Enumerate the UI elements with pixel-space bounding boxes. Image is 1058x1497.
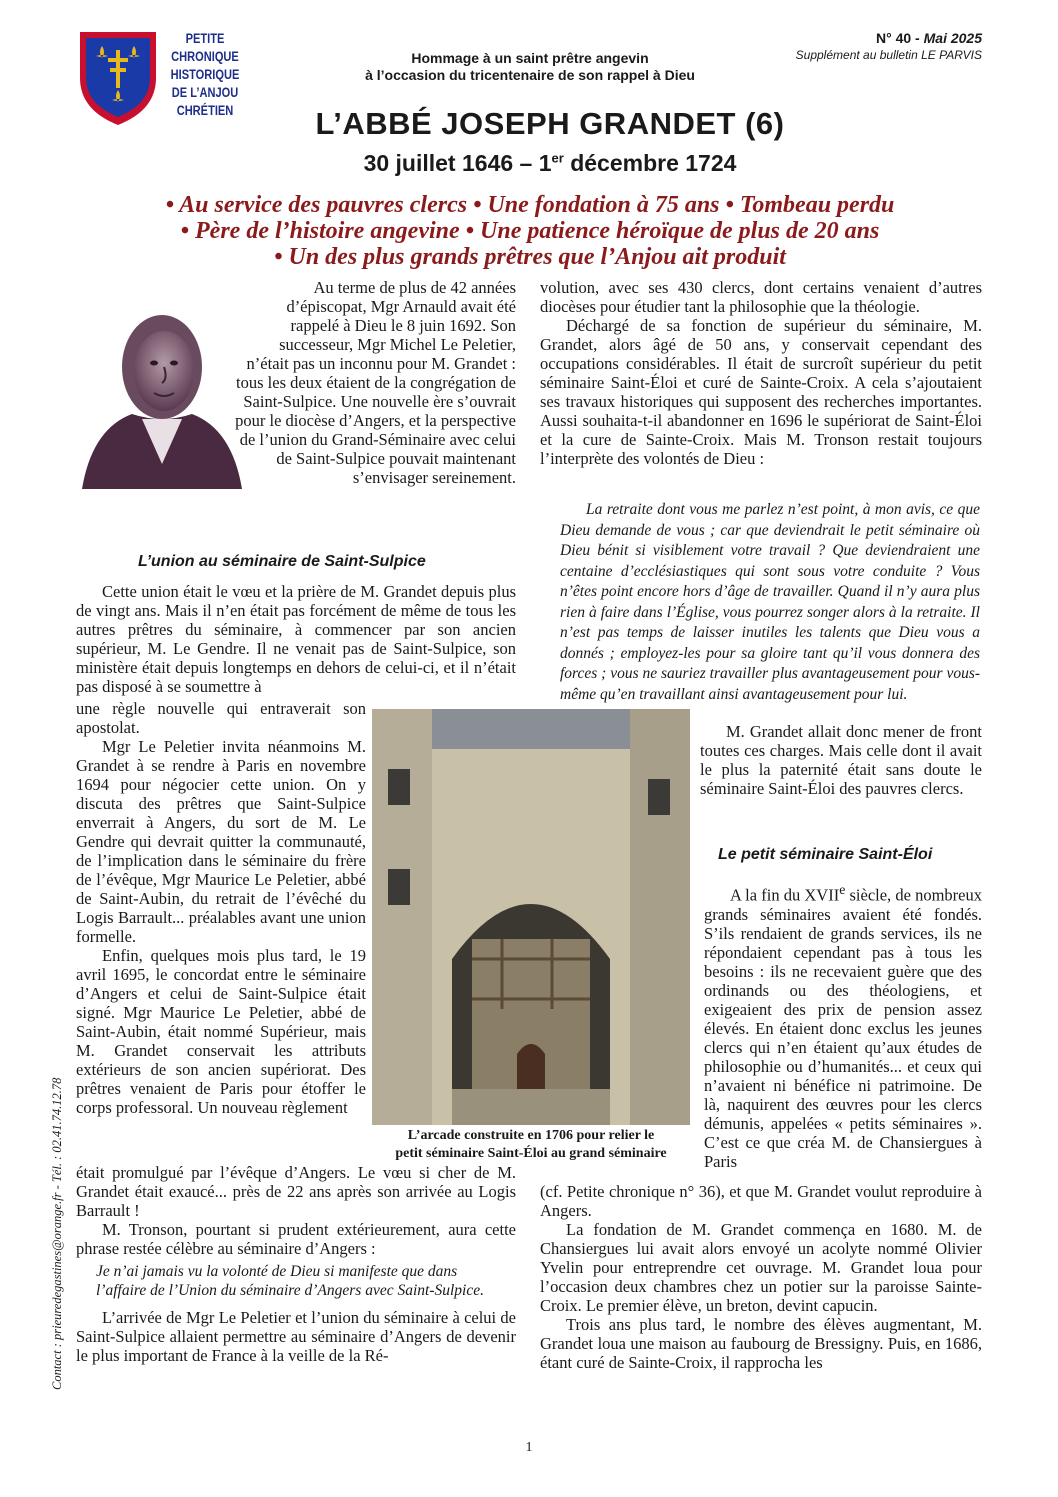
hommage-line: Hommage à un saint prêtre angevin	[411, 50, 649, 66]
photo-caption	[372, 1127, 690, 1163]
issue-number	[796, 30, 982, 46]
paragraph: Enfin, quelques mois plus tard, le 19 avril 1695, le concordat entre le séminaire d’Angers et celui de Saint-Sulpice était signé. Mgr Maurice Le Peletier, abbé de Saint-Aubin, était nommé Supérieur, mais M. Grandet conservait les attributs extérieurs de son ancien supériorat. Des prêtres venaient de Paris pour étoffer le corps professoral. Un nouveau règlement	[76, 946, 366, 1117]
left-column-middle	[76, 699, 366, 1117]
paragraph	[704, 880, 982, 1171]
issue-date: Mai 2025	[923, 30, 982, 46]
retraite-quote	[560, 500, 980, 705]
intro-paragraph	[234, 278, 516, 487]
paragraph: Déchargé de sa fonction de supérieur du séminaire, M. Grandet, alors âgé de 50 ans, y conservait cependant des occupations considérables. Il était de surcroît supérieur du petit séminaire Saint-Éloi et curé de Sainte-Croix. A cela s’ajoutaient ses travaux historiques qui supposent des recherches importantes. Aussi souhaita-t-il abandonner en 1696 le supériorat de Saint-Éloi et la cure de Sainte-Croix. Mais M. Tronson restait toujours l’interprète des volontés de Dieu :	[540, 316, 982, 468]
supplement-note: Supplément au bulletin LE PARVIS	[795, 48, 982, 62]
dates-sup: er	[551, 150, 564, 166]
text-sup: e	[839, 882, 846, 897]
paragraph: une règle nouvelle qui entraverait son apostolat.	[76, 699, 366, 737]
paragraph: Trois ans plus tard, le nombre des élèves augmentant, M. Grandet loua une maison au faubourg de Bressigny. Puis, en 1686, étant curé de Sainte-Croix, il rapprocha les	[540, 1315, 982, 1372]
quote-text: La retraite dont vous me parlez n’est point, à mon avis, ce que Dieu demande de vous ; car que deviendrait le petit séminaire où Dieu bénit si visiblement votre travail ? Que deviendraient une centaine d’ecclésiastiques qui sont sous votre conduite ? Vous n’êtes point encore hors d’âge de travailler. Quand il n’y aura plus rien à faire dans l’Église, vous pourrez songer alors à la retraite. Il n’est pas temps de laisser inutiles les talents que Dieu vous a donnés ; employez-les pour sa gloire tant qu’il vous donnera des forces ; vous ne sauriez travailler plus avantageusement pour vous-même qu’en travaillant ainsi avantageusement pour lui.	[560, 501, 981, 703]
caption-line: petit séminaire Saint-Éloi au grand séminaire	[395, 1146, 667, 1161]
brand-line: HISTORIQUE	[170, 67, 240, 82]
right-column-bottom	[540, 1182, 982, 1372]
contact-info: Contact : prieuredegastines@orange.fr - Tél. : 02.41.74.12.78	[50, 1077, 64, 1390]
text-part: siècle, de nombreux grands séminaires avaient été fondés. S’ils rendaient de grands services, ils ne répondaient cependant pas à tous les besoins : ils ne recevaient guère que des ordinands ou des théologiens, et exigeaient des prix de pension assez élevés. En étaient donc exclus les jeunes clercs qui n’en étaient qu’aux études de philosophie ou d’humanités... et ceux qui n’avaient ni bénéfice ni patrimoine. De là, naquirent des œuvres pour les clercs démunis, appelées « petits séminaires ». C’est ce que créa M. de Chansiergues à Paris	[704, 885, 982, 1171]
page-number: 1	[525, 1440, 533, 1455]
issue-number-text: N° 40 -	[876, 30, 924, 46]
section-heading-union: L’union au séminaire de Saint-Sulpice	[138, 553, 426, 570]
dates-part: 30 juillet 1646 – 1	[363, 150, 552, 176]
paragraph: Mgr Le Peletier invita néanmoins M. Grandet à se rendre à Paris en novembre 1694 pour négocier cette union. On y discuta des prêtres que Saint-Sulpice enverrait à Angers, du sort de M. Le Gendre qui devrait quitter la communauté, de l’implication dans le séminaire du frère de l’évêque, Mgr Maurice Le Peletier, abbé de Saint-Aubin, du retrait de l’évêché du Logis Barrault... préalables avant une union formelle.	[76, 737, 366, 946]
brand-line: CHRONIQUE	[171, 49, 239, 64]
topic-line: • Père de l’histoire angevine • Une patience héroïque de plus de 20 ans	[180, 218, 880, 244]
paragraph: La fondation de M. Grandet commença en 1680. M. de Chansiergues lui avait alors envoyé un acolyte nommé Olivier Yvelin pour entreprendre cet ouvrage. M. Grandet loua pour l’occasion deux chambres chez un potier sur la paroisse Sainte-Croix. Le premier élève, un breton, devint capucin.	[540, 1220, 982, 1315]
left-column-top	[76, 582, 516, 696]
intro-text: Au terme de plus de 42 années d’épiscopat, Mgr Arnauld avait été rappelé à Dieu le 8 juin 1692. Son successeur, Mgr Michel Le Peletier, n’était pas un inconnu pour M. Grandet : tous les deux étaient de la congrégation de Saint-Sulpice. Une nouvelle ère s’ouvrait pour le diocèse d’Angers, et la perspective de l’union du Grand-Séminaire avec celui de Saint-Sulpice pouvait maintenant s’envisager sereinement.	[235, 278, 516, 487]
topic-line: • Un des plus grands prêtres que l’Anjou ait produit	[274, 244, 786, 270]
dates-part: décembre 1724	[563, 150, 737, 176]
issue-info	[796, 30, 982, 62]
caption-line: L’arcade construite en 1706 pour relier le	[407, 1128, 655, 1143]
portrait-engraving	[82, 289, 242, 489]
paragraph: (cf. Petite chronique n° 36), et que M. Grandet voulut reproduire à Angers.	[540, 1182, 982, 1220]
topics-list	[80, 192, 980, 270]
tronson-quote: Je n’ai jamais vu la volonté de Dieu si manifeste que dans l’affaire de l’Union du séminaire d’Angers avec Saint-Sulpice.	[96, 1263, 484, 1299]
paragraph: L’arrivée de Mgr Le Peletier et l’union du séminaire à celui de Saint-Sulpice allaient permettre au séminaire d’Angers de devenir le plus important de France à la veille de la Ré-	[76, 1308, 516, 1365]
paragraph: M. Tronson, pourtant si prudent extérieurement, aura cette phrase restée célèbre au séminaire d’Angers :	[76, 1220, 516, 1258]
hommage-heading	[290, 50, 770, 84]
paragraph: était promulgué par l’évêque d’Angers. Le vœu si cher de M. Grandet était exaucé... près de 22 ans après son arrivée au Logis Barrault !	[76, 1163, 516, 1220]
topic-line: • Au service des pauvres clercs • Une fondation à 75 ans • Tombeau perdu	[165, 192, 895, 218]
text-part: A la fin du XVII	[730, 885, 840, 905]
life-dates	[200, 150, 900, 177]
brand-line: CHRÉTIEN	[176, 103, 234, 118]
section-heading-saint-eloi: Le petit séminaire Saint-Éloi	[718, 846, 933, 863]
anjou-crest-logo	[76, 28, 160, 128]
paragraph: Cette union était le vœu et la prière de M. Grandet depuis plus de vingt ans. Mais il n’en était pas forcément de même de tous les autres prêtres du séminaire, à commencer par son ancien supérieur, M. Le Gendre. Il ne venait pas de Saint-Sulpice, son ministère était depuis longtemps en dehors de celui-ci, et il n’était pas disposé à se soumettre à	[76, 582, 516, 696]
hommage-line: à l’occasion du tricentenaire de son rappel à Dieu	[365, 67, 695, 83]
right-column-top	[540, 278, 982, 468]
right-column-middle	[700, 722, 982, 798]
page-title: L’ABBÉ JOSEPH GRANDET (6)	[315, 106, 785, 141]
arcade-photo	[372, 709, 690, 1125]
right-column-saint-eloi	[704, 880, 982, 1171]
paragraph: M. Grandet allait donc mener de front toutes ces charges. Mais celle dont il avait le plus la paternité était sans doute le séminaire Saint-Éloi des pauvres clercs.	[700, 722, 982, 798]
left-column-bottom	[76, 1163, 516, 1365]
brand-line: DE L’ANJOU	[171, 85, 239, 100]
paragraph: volution, avec ses 430 clercs, dont certains venaient d’autres diocèses pour étudier tant la philosophie que la théologie.	[540, 278, 982, 316]
brand-line: PETITE	[185, 31, 225, 46]
